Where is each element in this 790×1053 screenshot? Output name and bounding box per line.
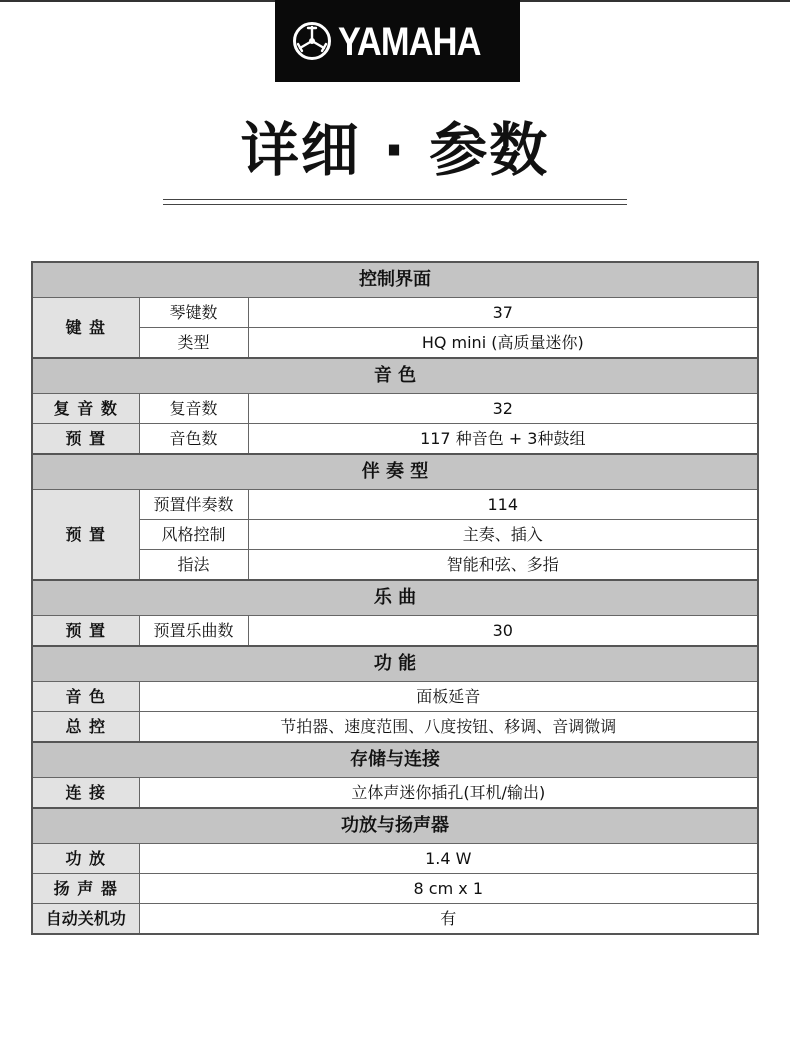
table-row xyxy=(32,520,758,550)
spec-value: 节拍器、速度范围、八度按钮、移调、音调微调 xyxy=(139,712,758,743)
spec-value: 117 种音色 + 3种鼓组 xyxy=(248,424,758,455)
section-title: 存储与连接 xyxy=(32,742,758,778)
section-header-song xyxy=(32,580,758,616)
spec-label: 预置乐曲数 xyxy=(139,616,248,647)
table-row xyxy=(32,904,758,935)
logo-wordmark: YAMAHA xyxy=(337,20,481,64)
page-title: 详细 · 参数 xyxy=(240,116,550,184)
table-row xyxy=(32,490,758,520)
spec-table xyxy=(31,261,759,935)
table-row xyxy=(32,616,758,647)
category-cell: 总 控 xyxy=(32,712,139,743)
spec-value: 面板延音 xyxy=(139,682,758,712)
section-header-control xyxy=(32,262,758,298)
title-divider-top xyxy=(163,199,627,200)
category-cell: 预 置 xyxy=(32,424,139,455)
table-row xyxy=(32,874,758,904)
section-header-function xyxy=(32,646,758,682)
spec-value: 37 xyxy=(248,298,758,328)
spec-label: 琴键数 xyxy=(139,298,248,328)
section-header-style xyxy=(32,454,758,490)
yamaha-logo xyxy=(275,0,520,82)
spec-value: 114 xyxy=(248,490,758,520)
category-cell: 音 色 xyxy=(32,682,139,712)
category-cell: 自动关机功 xyxy=(32,904,139,935)
section-title: 功 能 xyxy=(32,646,758,682)
category-cell: 预 置 xyxy=(32,616,139,647)
section-header-voice xyxy=(32,358,758,394)
table-row xyxy=(32,712,758,743)
spec-value: 智能和弦、多指 xyxy=(248,550,758,581)
category-cell: 键 盘 xyxy=(32,298,139,359)
spec-value: 主奏、插入 xyxy=(248,520,758,550)
spec-label: 指法 xyxy=(139,550,248,581)
spec-value: 30 xyxy=(248,616,758,647)
section-header-connectivity xyxy=(32,742,758,778)
title-divider-bottom xyxy=(163,204,627,205)
category-cell: 连 接 xyxy=(32,778,139,809)
category-cell: 扬 声 器 xyxy=(32,874,139,904)
table-row xyxy=(32,778,758,809)
spec-label: 预置伴奏数 xyxy=(139,490,248,520)
spec-label: 音色数 xyxy=(139,424,248,455)
spec-value: HQ mini (高质量迷你) xyxy=(248,328,758,359)
table-row xyxy=(32,550,758,581)
spec-label: 类型 xyxy=(139,328,248,359)
spec-value: 有 xyxy=(139,904,758,935)
section-title: 功放与扬声器 xyxy=(32,808,758,844)
section-title: 控制界面 xyxy=(32,262,758,298)
table-row xyxy=(32,424,758,455)
spec-value: 1.4 W xyxy=(139,844,758,874)
category-cell: 功 放 xyxy=(32,844,139,874)
spec-label: 风格控制 xyxy=(139,520,248,550)
table-row xyxy=(32,394,758,424)
table-row xyxy=(32,844,758,874)
category-cell: 预 置 xyxy=(32,490,139,581)
section-title: 伴 奏 型 xyxy=(32,454,758,490)
table-row xyxy=(32,328,758,359)
table-row xyxy=(32,682,758,712)
spec-label: 复音数 xyxy=(139,394,248,424)
section-title: 乐 曲 xyxy=(32,580,758,616)
spec-value: 8 cm x 1 xyxy=(139,874,758,904)
section-header-amplifier xyxy=(32,808,758,844)
category-cell: 复 音 数 xyxy=(32,394,139,424)
table-row xyxy=(32,298,758,328)
tuning-fork-emblem-icon xyxy=(292,21,332,61)
spec-value: 32 xyxy=(248,394,758,424)
spec-value: 立体声迷你插孔(耳机/输出) xyxy=(139,778,758,809)
section-title: 音 色 xyxy=(32,358,758,394)
